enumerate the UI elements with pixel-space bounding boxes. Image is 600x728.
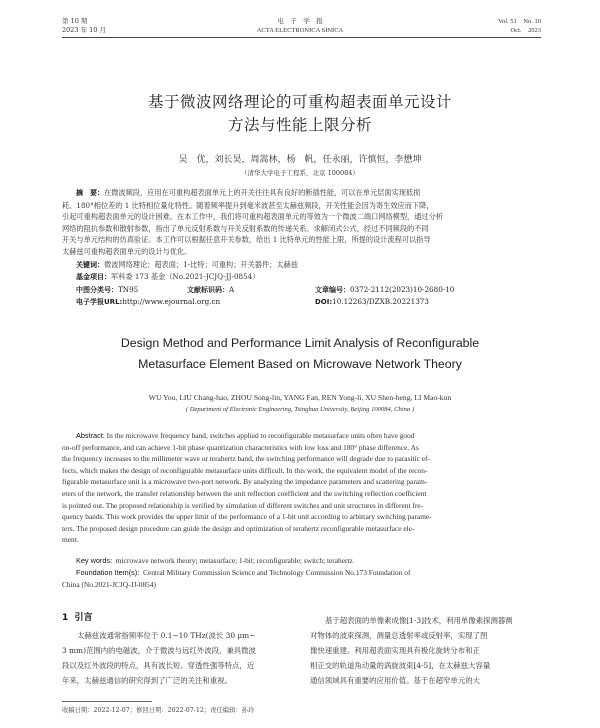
- header-journal-cn: 电 子 学 报: [277, 17, 323, 25]
- fund-cn-text: 军科委 173 基金（No.2021-JCJQ-JJ-0854）: [111, 272, 260, 281]
- clc-number: [76, 285, 138, 295]
- doi-value: 10.12263/DZXB.20221373: [332, 297, 429, 306]
- body-line: 太赫兹波通常指频率位于 0.1~10 THz(波长 30 μm~: [77, 631, 256, 640]
- body-right-column: [310, 613, 541, 688]
- abstract-en-line: eters of the network, the transfer relationship between the unit reflection coefficient and the switching reflection coefficient: [62, 488, 427, 498]
- keywords-cn-label: 关键词：: [76, 261, 104, 269]
- url-label: 电子学报URL:: [76, 298, 123, 306]
- footnote-rule: [62, 701, 152, 702]
- abstract-cn-label: 摘 要：: [76, 189, 104, 197]
- body-line: 基于超表面的单像素成像[1-3]技术，利用单像素探测器测: [325, 616, 513, 625]
- body-line: 对物体的波束探测，测量总透射率或反射率，实现了图: [310, 631, 488, 640]
- authors-cn: 吴 优，刘长昊，周嵩林，杨 帆，任永丽，许慎恒，李懋坤: [178, 155, 422, 165]
- section-heading: [62, 610, 93, 623]
- keywords-en: [76, 555, 541, 567]
- header-issue-cn: 第 10 期: [62, 17, 88, 25]
- abstract-en-line: figurable metasurface unit is a microwave two-port network. By analyzing the impedance parameters and scattering param-: [62, 477, 428, 487]
- keywords-en-label: Key words:: [76, 556, 113, 565]
- fund-cn-label: 基金项目：: [76, 273, 111, 281]
- abstract-en-line: quency bands. This work provides the upper limit of the performance of a 1-bit unit according to arbitrary switching parame-: [62, 512, 432, 522]
- body-line: 年来，太赫兹通信的研究得到了广泛的关注和重视。: [62, 676, 232, 685]
- title-cn-line-2: 方法与性能上限分析: [227, 116, 372, 134]
- header-rule: [62, 37, 541, 38]
- keywords-en-text: microwave network theory; metasurface; 1-bit; reconfigurable; switch; terahertz: [115, 556, 353, 565]
- doc-value: A: [229, 285, 235, 294]
- abstract-en-label: Abstract:: [76, 431, 105, 440]
- document-code: [187, 285, 234, 295]
- keywords-cn-text: 微波网络理论；超表面；1-比特；可重构；开关器件；太赫兹: [104, 260, 298, 269]
- abstract-en-line: ters. The proposed design procedure can guide the design and optimization of terahertz reconfigurable metasurface ele-: [62, 523, 415, 533]
- body-line: 像快速重建。利用超表面实现具有极化旋转分布和正: [310, 646, 480, 655]
- header-date-en: Oct. 2023: [510, 27, 541, 34]
- fund-cn: [76, 271, 541, 284]
- fund-en-line: Central Military Commission Science and Technology Commission No.173 Foundation of: [142, 568, 411, 577]
- received-date-note: 收稿日期：2022-12-07；修回日期：2022-07-12；责任编辑：孙玲: [62, 707, 255, 714]
- fund-en: [62, 567, 541, 590]
- clc-value: TN95: [118, 285, 139, 294]
- abstract-cn-line: 太赫兹可重构超表面单元的设计与优化。: [62, 246, 192, 256]
- authors-en: WU You, LIU Chang-hao, ZHOU Song-lin, YANG Fan, REN Yong-li, XU Shen-heng, LI Mao-kun: [148, 393, 452, 402]
- body-line: 3 mm)范围内的电磁波，介于微波与远红外波段，兼具微波: [62, 646, 256, 655]
- abstract-en-line: In the microwave frequency band, switches applied to reconfigurable metasurface units often have good: [106, 431, 415, 440]
- fund-en-line: China (No.2021-JCJQ-JJ-0854): [62, 579, 157, 589]
- doi: [315, 297, 429, 306]
- body-line: 通信领域具有重要的应用价值。基于在超窄单元的大: [310, 676, 480, 685]
- title-en-line-1: Design Method and Performance Limit Analysis of Reconfigurable: [120, 336, 480, 350]
- affiliation-en: ( Department of Electronic Engineering, Tsinghua University, Beijing 100084, China ): [185, 406, 415, 413]
- abstract-en-line: on-off performance, and can achieve 1-bit phase quantization characteristics with low loss and 180° phase difference. As: [62, 442, 419, 452]
- abstract-cn-line: 开关与单元结构的仿真验证。本工作可以根据任意开关参数，给出 1 比特单元的性能上限，所提的设计流程可以指导: [62, 235, 431, 245]
- article-label: 文章编号：: [315, 286, 350, 294]
- article-value: 0372-2112(2023)10-2680-10: [350, 285, 455, 294]
- affiliation-cn: （清华大学电子工程系，北京 100084）: [241, 169, 359, 177]
- doc-label: 文献标识码：: [187, 286, 229, 294]
- section-title: 引言: [74, 613, 93, 623]
- fund-en-label: Foundation Item(s):: [76, 568, 140, 577]
- abstract-en: [62, 430, 541, 546]
- body-line: 段以及红外波段的特点，具有波长短、穿透性强等特点，近: [62, 661, 255, 670]
- header-journal-en: ACTA ELECTRONICA SINICA: [256, 27, 344, 34]
- abstract-cn: [62, 187, 541, 258]
- article-number: [315, 285, 454, 295]
- abstract-cn-line: 耗、180°相位差的 1 比特相位量化特性。随着频率提升到毫米波甚至太赫兹频段，开关性能会因为寄生效应而下降，: [62, 200, 434, 210]
- body-left-column: [62, 628, 294, 688]
- title-cn-line-1: 基于微波网络理论的可重构超表面单元设计: [147, 93, 452, 111]
- abstract-cn-line: 网络的阻抗参数和散射参数，指出了单元反射系数与开关反射系数的传递关系。求解闭式公式，经过不同频段的不同: [62, 223, 429, 233]
- abstract-cn-line: 引起可重构超表面单元的设计困难。在本工作中，我们将可重构超表面单元的等效为一个微波二端口网络模型，通过分析: [62, 212, 443, 222]
- clc-label: 中图分类号：: [76, 286, 118, 294]
- header-volume: Vol. 51 No. 10: [498, 18, 541, 25]
- title-en-line-2: Metasurface Element Based on Microwave Network Theory: [138, 357, 462, 371]
- abstract-en-line: ment.: [62, 535, 79, 545]
- section-number: 1: [62, 613, 69, 623]
- abstract-cn-line: 在微波频段，应用在可重构超表面单元上的开关往往具有良好的断插性能，可以在单元层面实现低损: [104, 188, 421, 197]
- abstract-en-line: is pointed out. The proposed relationship is verified by simulation of different switches and unit structures in different fre-: [62, 500, 424, 510]
- keywords-cn: [76, 259, 541, 272]
- url-value[interactable]: http://www.ejournal.org.cn: [122, 297, 221, 306]
- abstract-en-line: the frequency increases to the millimeter wave or terahertz band, the switching performance will degrade due to parasitic ef-: [62, 454, 430, 464]
- body-line: 相正交的轨道角动量的涡旋波束[4-5]，在太赫兹大容量: [310, 661, 491, 670]
- journal-url: [76, 297, 220, 307]
- abstract-en-line: fects, which makes the design of reconfigurable metasurface units difficult. In this work, the equivalent model of the recon-: [62, 465, 428, 475]
- header-date-cn: 2023 年 10 月: [62, 26, 107, 34]
- doi-label: DOI:: [315, 298, 333, 306]
